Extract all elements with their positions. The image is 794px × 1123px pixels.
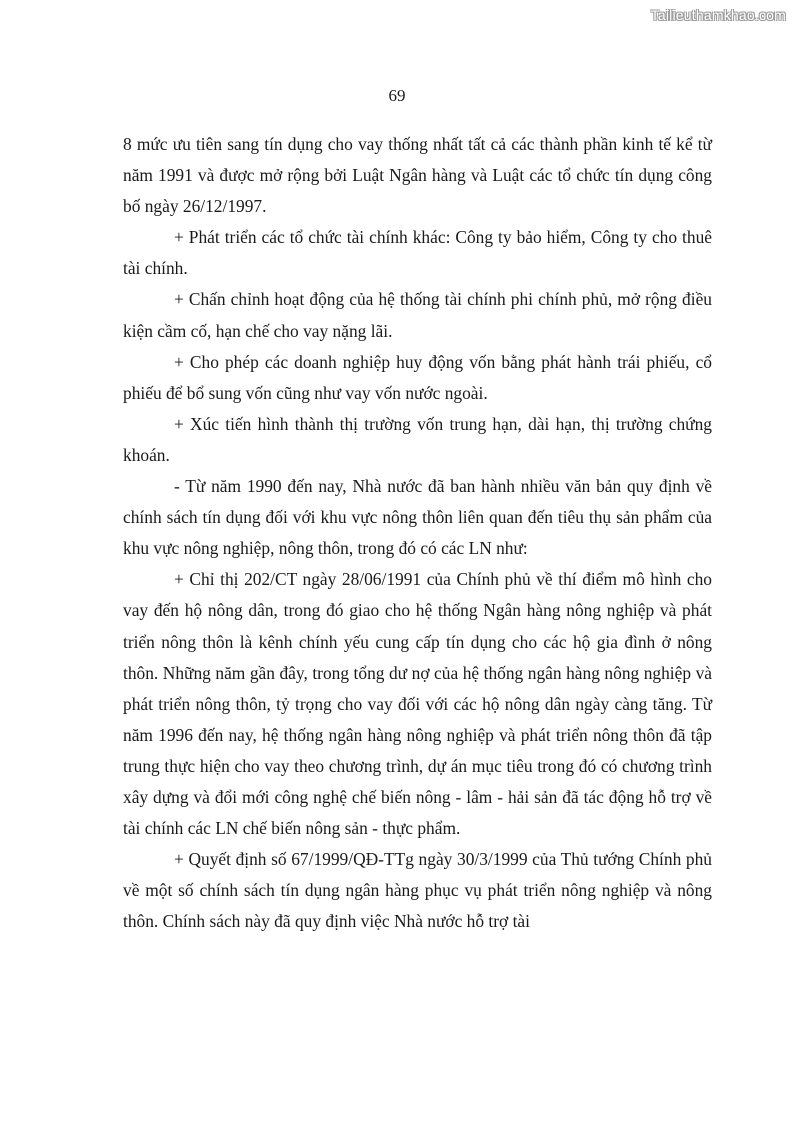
document-body xyxy=(123,129,712,937)
paragraph-rural-credit-policy: - Từ năm 1990 đến nay, Nhà nước đã ban hành nhiều văn bản quy định về chính sách tín dụng đối với khu vực nông thôn liên quan đến tiêu thụ sản phẩm của khu vực nông nghiệp, nông thôn, trong đó có các LN như: xyxy=(123,476,712,559)
paragraph-continuation: 8 mức ưu tiên sang tín dụng cho vay thống nhất tất cả các thành phần kinh tế kể từ năm 1991 và được mở rộng bởi Luật Ngân hàng và Luật các tổ chức tín dụng công bố ngày 26/12/1997. xyxy=(123,134,712,217)
paragraph-other-financial-institutions: + Phát triển các tổ chức tài chính khác: Công ty bảo hiểm, Công ty cho thuê tài chính. xyxy=(123,227,712,279)
paragraph-directive-202: + Chỉ thị 202/CT ngày 28/06/1991 của Chính phủ về thí điểm mô hình cho vay đến hộ nông dân, trong đó giao cho hệ thống Ngân hàng nông nghiệp và phát triển nông thôn là kênh chính yếu cung cấp tín dụng cho các hộ gia đình ở nông thôn. Những năm gần đây, trong tổng dư nợ của hệ thống ngân hàng nông nghiệp và phát triển nông thôn, tỷ trọng cho vay đối với các hộ nông dân ngày càng tăng. Từ năm 1996 đến nay, hệ thống ngân hàng nông nghiệp và phát triển nông thôn đã tập trung thực hiện cho vay theo chương trình, dự án mục tiêu trong đó có chương trình xây dựng và đổi mới công nghệ chế biến nông - lâm - hải sản đã tác động hỗ trợ về tài chính các LN chế biến nông sản - thực phẩm. xyxy=(123,569,712,839)
watermark-text: Tailieuthamkhao.com xyxy=(650,7,786,23)
paragraph-non-government-finance: + Chấn chỉnh hoạt động của hệ thống tài chính phi chính phủ, mở rộng điều kiện cầm cố, hạn chế cho vay nặng lãi. xyxy=(123,289,712,341)
paragraph-bond-issuance: + Cho phép các doanh nghiệp huy động vốn bằng phát hành trái phiếu, cổ phiếu để bổ sung vốn cũng như vay vốn nước ngoài. xyxy=(123,351,712,403)
paragraph-decision-67: + Quyết định số 67/1999/QĐ-TTg ngày 30/3/1999 của Thủ tướng Chính phủ về một số chính sách tín dụng ngân hàng phục vụ phát triển nông nghiệp và nông thôn. Chính sách này đã quy định việc Nhà nước hỗ trợ tài xyxy=(123,849,712,932)
paragraph-capital-market: + Xúc tiến hình thành thị trường vốn trung hạn, dài hạn, thị trường chứng khoán. xyxy=(123,413,712,465)
page-number: 69 xyxy=(388,86,406,105)
